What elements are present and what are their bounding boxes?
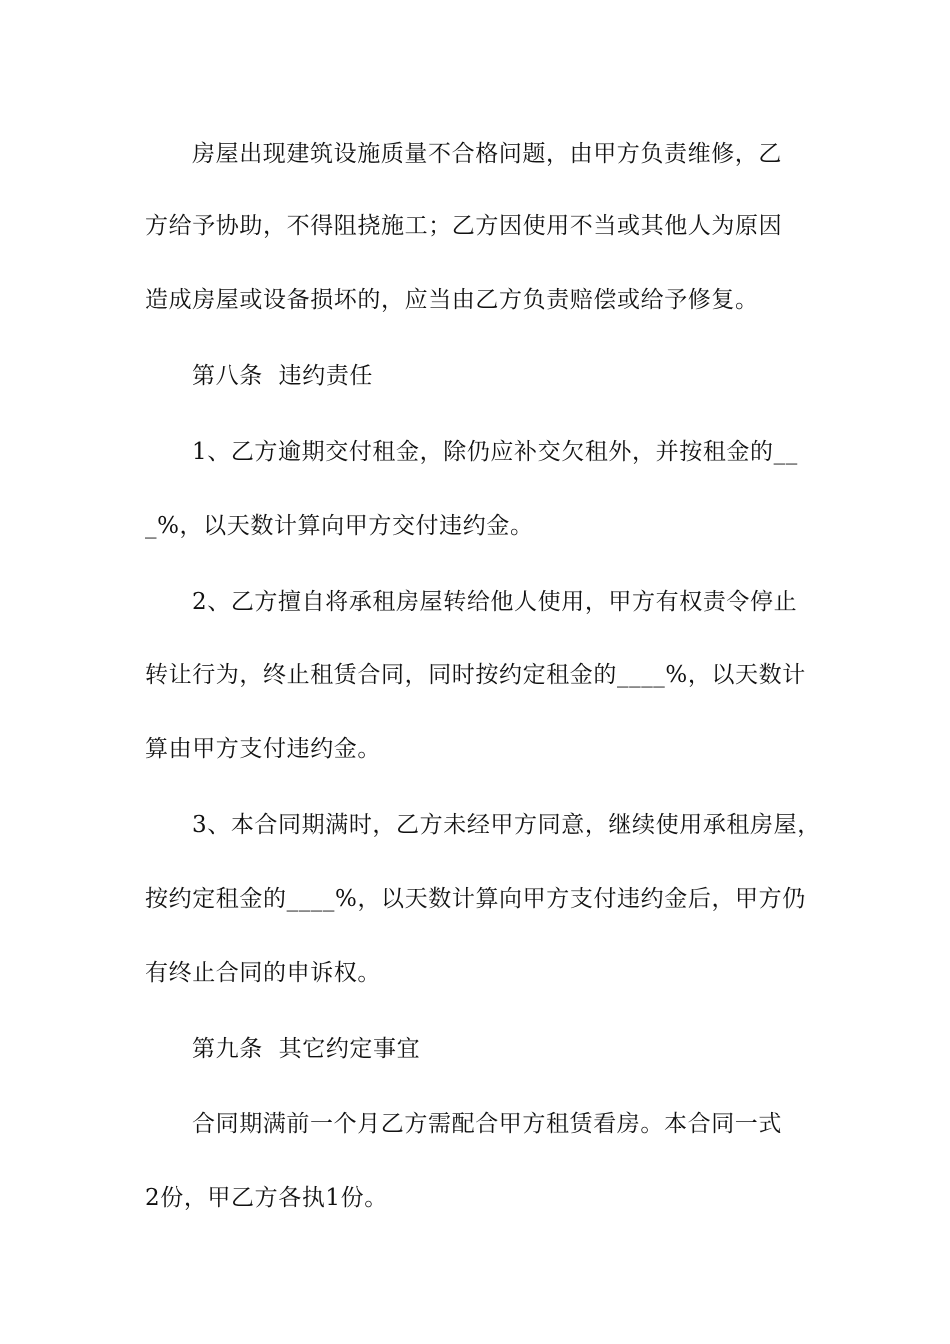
paragraph-line: 方给予协助，不得阻挠施工；乙方因使用不当或其他人为原因 [145, 213, 783, 239]
paragraph-line: 按约定租金的____%，以天数计算向甲方支付违约金后，甲方仍 [145, 886, 806, 912]
paragraph-line: 转让行为，终止租赁合同，同时按约定租金的____%，以天数计 [145, 662, 806, 688]
paragraph-line: 3、本合同期满时，乙方未经甲方同意，继续使用承租房屋， [192, 812, 821, 838]
paragraph-line: 2、乙方擅自将承租房屋转给他人使用，甲方有权责令停止 [192, 589, 798, 615]
paragraph-line: 合同期满前一个月乙方需配合甲方租赁看房。本合同一式 [192, 1111, 782, 1137]
paragraph-line: 造成房屋或设备损坏的，应当由乙方负责赔偿或给予修复。 [145, 287, 759, 313]
paragraph-line: 1、乙方逾期交付租金，除仍应补交欠租外，并按租金的__ [192, 439, 798, 465]
article-heading: 第九条 其它约定事宜 [192, 1036, 421, 1062]
paragraph-line: 2份，甲乙方各执1份。 [145, 1185, 388, 1211]
article-heading: 第八条 违约责任 [192, 363, 374, 389]
paragraph-line: 房屋出现建筑设施质量不合格问题，由甲方负责维修，乙 [192, 141, 782, 167]
paragraph-line: 算由甲方支付违约金。 [145, 736, 381, 762]
paragraph-line: 有终止合同的申诉权。 [145, 960, 381, 986]
paragraph-line: _%，以天数计算向甲方交付违约金。 [145, 513, 534, 539]
